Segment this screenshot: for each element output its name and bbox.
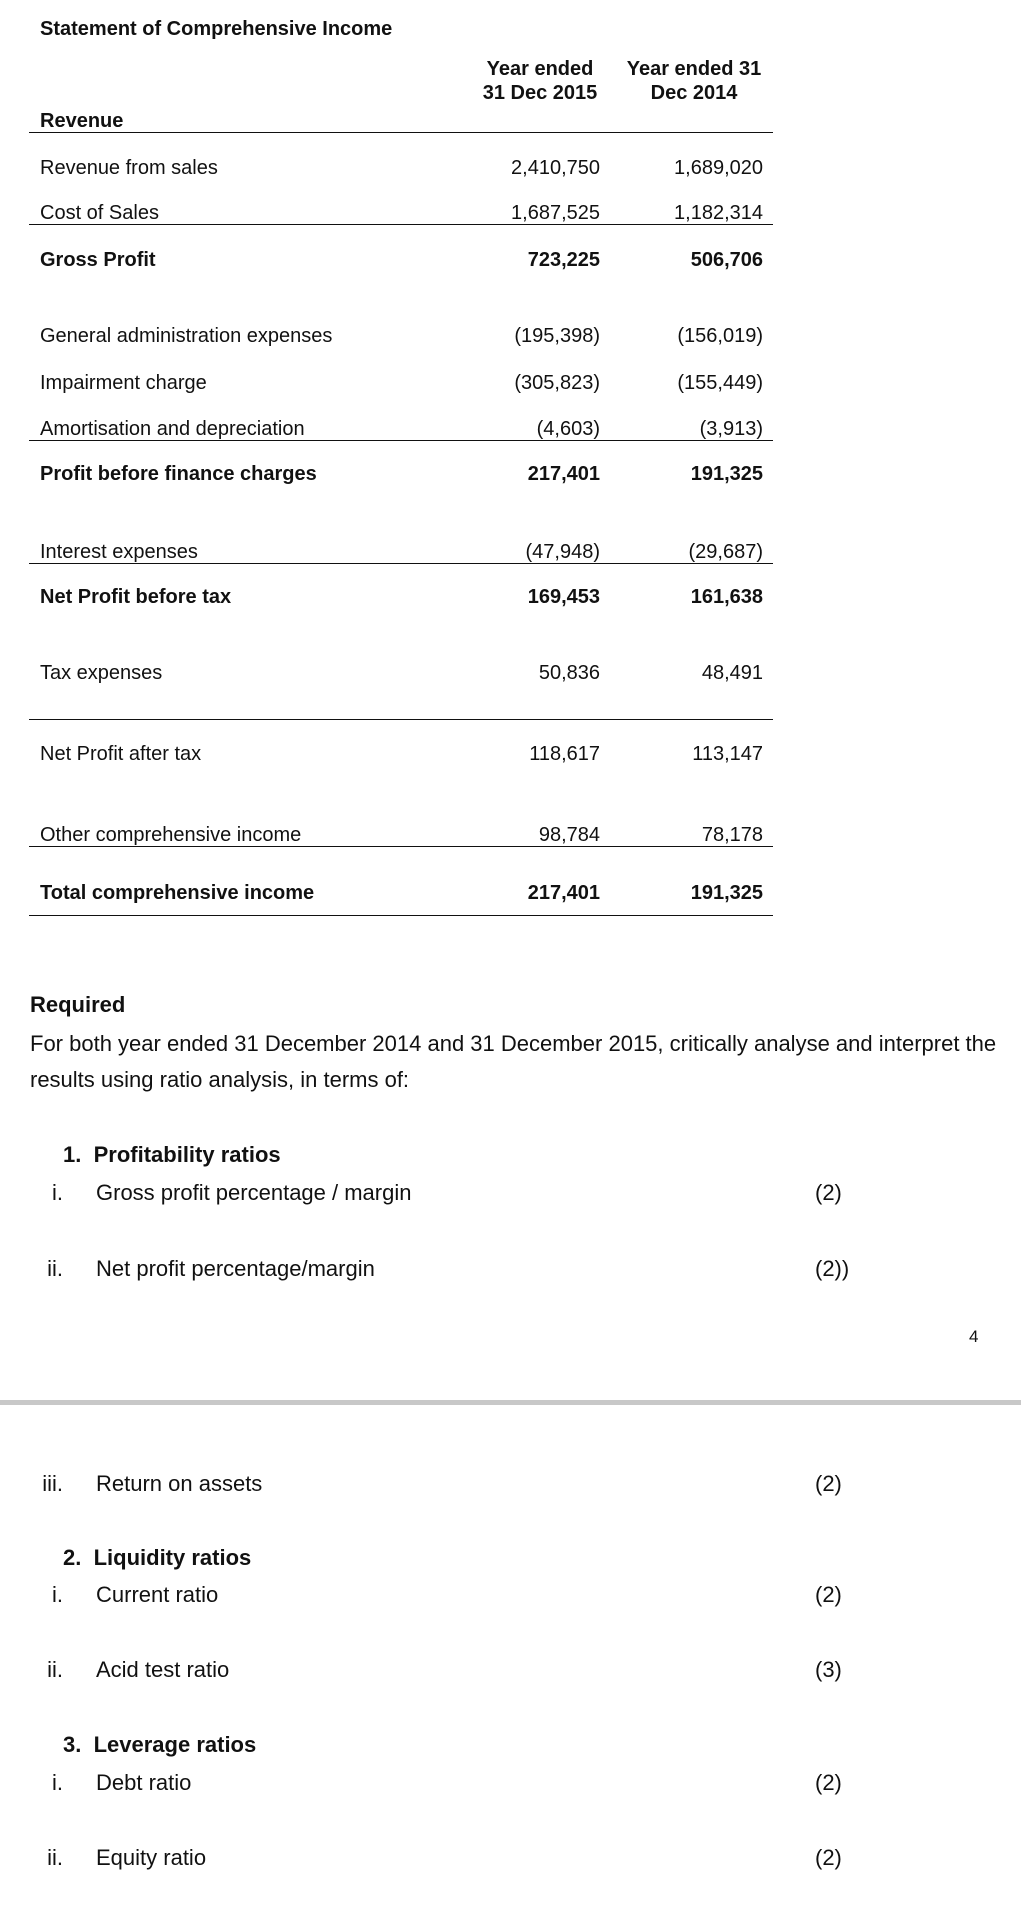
column-header-2014-line2: Dec 2014 [650,82,738,104]
row-label-net-profit-before-tax: Net Profit before tax [40,586,232,608]
column-header-2015-line1: Year ended [486,58,594,80]
column-header-2015 [470,57,610,105]
row-value-2014-amortisation-and-depreciation: (3,913) [699,418,763,440]
row-value-2014-profit-before-finance-charges: 191,325 [690,463,763,485]
item-roman: ii. [47,1845,63,1870]
row-value-2015-profit-before-finance-charges: 217,401 [527,463,600,485]
row-value-2014-gross-profit: 506,706 [690,249,763,271]
row-label-profit-before-finance-charges: Profit before finance charges [40,463,317,485]
section-number: 1. [63,1142,82,1167]
section-leverage-heading [63,1732,256,1758]
item-roman: ii. [47,1657,63,1682]
item-roman: i. [52,1770,63,1795]
item-roman: iii. [42,1471,63,1496]
revenue-heading: Revenue [40,110,124,132]
header-rule [29,132,773,133]
row-value-2015-tax-expenses: 50,836 [538,662,600,684]
row-value-2014-interest-expenses: (29,687) [688,541,763,563]
row-value-2014-net-profit-after-tax: 113,147 [692,743,763,765]
row-label-cost-of-sales: Cost of Sales [40,202,159,224]
item-marks: (2) [815,1471,842,1496]
item-return-on-assets: Return on assets [96,1471,263,1496]
section-liquidity-heading [63,1545,251,1571]
item-marks: (2) [815,1180,842,1205]
row-value-2014-total-comprehensive-income: 191,325 [690,882,763,904]
row-value-2014-tax-expenses: 48,491 [701,662,763,684]
row-label-revenue-from-sales: Revenue from sales [40,157,218,179]
row-value-2015-interest-expenses: (47,948) [525,541,600,563]
row-value-2015-impairment-charge: (305,823) [514,372,600,394]
row-value-2014-impairment-charge: (155,449) [677,372,763,394]
section-number: 2. [63,1545,82,1570]
column-header-2014 [618,57,770,105]
rule-after-other-comprehensive-income [29,846,773,847]
row-label-impairment-charge: Impairment charge [40,372,207,394]
column-header-2014-line1: Year ended 31 [626,58,762,80]
row-label-net-profit-after-tax: Net Profit after tax [40,743,202,765]
row-label-other-comprehensive-income: Other comprehensive income [40,824,302,846]
rule-after-total-comprehensive-income [29,915,773,916]
item-roman: i. [52,1582,63,1607]
item-roman: ii. [47,1256,63,1281]
item-marks: (2) [815,1770,842,1795]
item-marks: (2) [815,1845,842,1870]
row-value-2015-cost-of-sales: 1,687,525 [511,202,600,224]
row-value-2015-total-comprehensive-income: 217,401 [527,882,600,904]
row-label-total-comprehensive-income: Total comprehensive income [40,882,315,904]
item-current-ratio: Current ratio [96,1582,219,1607]
row-value-2015-net-profit-before-tax: 169,453 [527,586,600,608]
rule-after-tax-expenses [29,719,773,720]
row-value-2015-other-comprehensive-income: 98,784 [538,824,600,846]
required-heading: Required [30,992,126,1017]
column-header-2015-line2: 31 Dec 2015 [482,82,598,104]
row-value-2014-general-administration-expenses: (156,019) [677,325,763,347]
item-acid-test-ratio: Acid test ratio [96,1657,230,1682]
row-value-2014-revenue-from-sales: 1,689,020 [674,157,763,179]
item-marks: (2)) [815,1256,850,1281]
required-text-line1: For both year ended 31 December 2014 and 31 December 2015, critically analyse and interpret the [30,1031,997,1056]
row-value-2014-net-profit-before-tax: 161,638 [690,586,763,608]
item-debt-ratio: Debt ratio [96,1770,192,1795]
row-value-2015-amortisation-and-depreciation: (4,603) [536,418,600,440]
section-title: Leverage ratios [93,1732,257,1757]
rule-after-cost-of-sales [29,224,773,225]
page-break-divider [0,1400,1021,1405]
row-value-2014-cost-of-sales: 1,182,314 [674,202,763,224]
item-roman: i. [52,1180,63,1205]
rule-after-amortisation [29,440,773,441]
row-label-general-administration-expenses: General administration expenses [40,325,333,347]
section-title: Profitability ratios [93,1142,281,1167]
item-equity-ratio: Equity ratio [96,1845,207,1870]
row-label-tax-expenses: Tax expenses [40,662,163,684]
section-title: Liquidity ratios [93,1545,252,1570]
required-text-line2: results using ratio analysis, in terms of: [30,1067,410,1092]
section-profitability-heading [63,1142,281,1168]
row-value-2015-revenue-from-sales: 2,410,750 [511,157,600,179]
row-label-interest-expenses: Interest expenses [40,541,198,563]
item-marks: (2) [815,1582,842,1607]
row-value-2015-gross-profit: 723,225 [527,249,600,271]
rule-after-interest-expenses [29,563,773,564]
item-marks: (3) [815,1657,842,1682]
statement-title: Statement of Comprehensive Income [40,18,393,40]
section-number: 3. [63,1732,82,1757]
row-label-amortisation-and-depreciation: Amortisation and depreciation [40,418,305,440]
item-gross-profit-margin: Gross profit percentage / margin [96,1180,412,1205]
row-label-gross-profit: Gross Profit [40,249,156,271]
row-value-2014-other-comprehensive-income: 78,178 [701,824,763,846]
row-value-2015-general-administration-expenses: (195,398) [514,325,600,347]
page-number: 4 [969,1327,979,1346]
item-net-profit-margin: Net profit percentage/margin [96,1256,375,1281]
row-value-2015-net-profit-after-tax: 118,617 [529,743,600,765]
